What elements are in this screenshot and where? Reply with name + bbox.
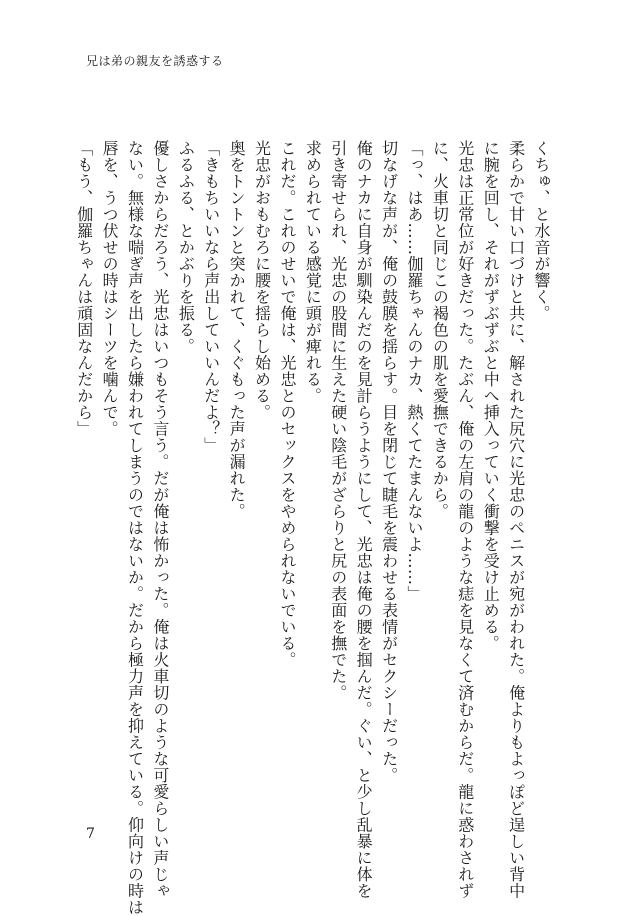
text-line: 奥をトントンと突かれて、くぐもった声が漏れた。 [227,140,247,520]
text-line: ない。無様な喘ぎ声を出したら嫌われてしまうのではないか。だから極力声を抑えている。仰向けの時は [125,140,145,916]
text-line: これだ。これのせいで俺は、光忠とのセックスをやめられないでいる。 [277,140,297,668]
running-head-title: 兄は弟の親友を誘惑する [86,54,224,68]
text-line: に、火車切と同じこの褐色の肌を愛撫できるから。 [430,140,450,520]
text-line: 優しさからだろう、光忠はいつもそう言う。だが俺は怖かった。俺は火車切のような可愛らしい声じゃ [150,140,170,899]
text-line: 光忠は正常位が好きだった。たぶん、俺の左肩の龍のような痣を見なくて済むからだ。龍に惑わされず [455,140,475,899]
text-line: 「きもちいいなら声出していいんだよ？」 [201,140,221,454]
text-line: 柔らかで甘い口づけと共に、解された尻穴に光忠のペニスが宛がわれた。俺よりもよっぽど逞しい背中 [506,140,526,899]
text-line: に腕を回し、それがずぶずぶと中へ挿入っていく衝撃を受け止める。 [481,140,501,652]
body-text [71,140,554,916]
text-line: くちゅ、と水音が響く。 [532,140,551,322]
text-line: 引き寄せられ、光忠の股間に生えた硬い陰毛がざらりと尻の表面を撫でた。 [328,140,348,701]
text-line: 俺のナカに自身が馴染んだのを見計らうようにして、光忠は俺の腰を掴んだ。ぐい、と少し乱暴に体を [354,140,374,899]
text-line: ふるふる、とかぶりを振る。 [176,140,196,355]
text-line: 「もう、伽羅ちゃんは頑固なんだから」 [74,140,94,437]
text-line: 切なげな声が、俺の鼓膜を揺らす。目を閉じて睫毛を震わせる表情がセクシーだった。 [379,140,399,784]
text-line: 光忠がおもむろに腰を揺らし始める。 [252,140,272,421]
text-line: 求められている感覚に頭が痺れる。 [303,140,323,404]
text-line: 唇を、うつ伏せの時はシーツを噛んで。 [100,140,120,437]
text-line: 「っ、はあ……伽羅ちゃんのナカ、熱くてたまんないよ……」 [404,140,424,602]
page-number: 7 [86,826,95,842]
